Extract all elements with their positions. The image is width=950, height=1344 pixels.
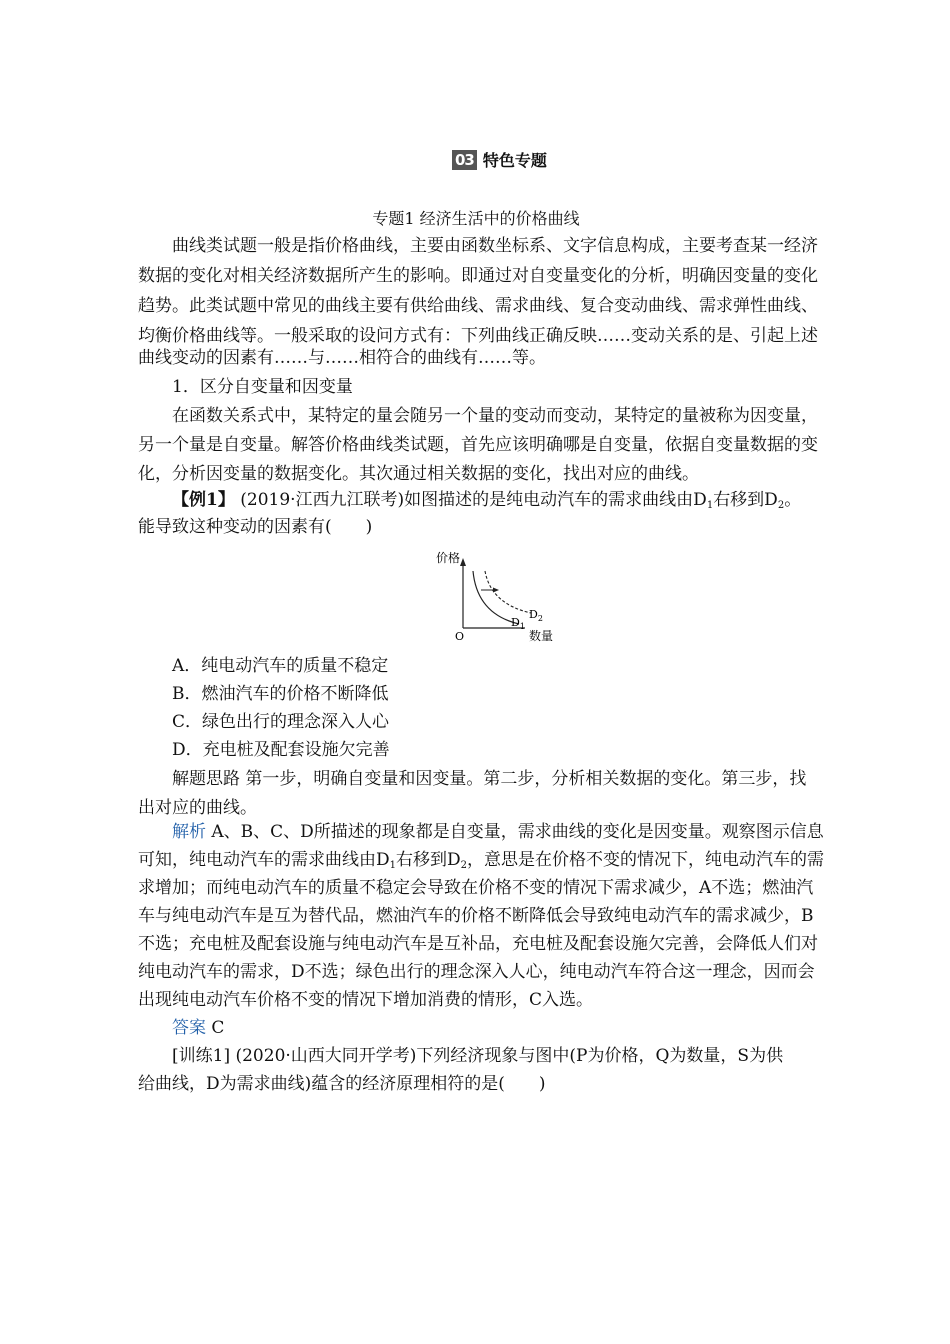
origin-label: O [455,630,465,643]
training-line: [训练1] (2020·山西大同开学考)下列经济现象与图中(P为价格，Q为数量，S为供 [172,1046,784,1066]
curve-d2 [485,571,531,613]
point-line: 另一个量是自变量。解答价格曲线类试题，首先应该明确哪是自变量，依据自变量数据的变 [138,435,818,455]
point-line: 在函数关系式中，某特定的量会随另一个量的变动而变动，某特定的量被称为因变量， [172,406,818,426]
analysis-line: 出现纯电动汽车价格不变的情况下增加消费的情形，C入选。 [138,990,594,1010]
example-question: 【例1】 (2019·江西九江联考)如图描述的是纯电动汽车的需求曲线由$D_1$右移到$D_2$。 [172,490,802,511]
answer-label: 答案 [172,1018,206,1038]
d2-label: $D_2$ [529,608,543,623]
analysis-line: 纯电动汽车的需求，D不选；绿色出行的理念深入人心，纯电动汽车符合这一理念，因而会 [138,962,815,982]
analysis-line: 不选；充电桩及配套设施与纯电动汽车是互补品，充电桩及配套设施欠完善，会降低人们对 [138,934,818,954]
topic-title: 专题1 经济生活中的价格曲线 [372,209,580,228]
option-d: D．充电桩及配套设施欠完善 [172,740,390,760]
intro-line: 曲线变动的因素有……与……相符合的曲线有……等。 [138,348,546,368]
y-axis-arrow [460,558,466,566]
answer-value: C [206,1018,225,1038]
section-title: 特色专题 [482,151,547,170]
approach-line: 解题思路 第一步，明确自变量和因变量。第二步，分析相关数据的变化。第三步，找 [172,769,807,789]
intro-line: 均衡价格曲线等。一般采取的设问方式有：下列曲线正确反映……变动关系的是、引起上述 [138,326,818,346]
section-number-badge: 03 [452,150,477,170]
section-header [452,148,547,171]
x-axis-label: 数量 [529,629,554,643]
option-c: C．绿色出行的理念深入人心 [172,712,390,732]
d1-label: $D_1$ [511,616,525,631]
answer-line [172,1014,848,1042]
analysis-line: 可知，纯电动汽车的需求曲线由$D_1$右移到$D_2$，意思是在价格不变的情况下，纯电动汽车的需 [138,850,825,871]
option-a: A．纯电动汽车的质量不稳定 [172,656,389,676]
intro-line: 数据的变化对相关经济数据所产生的影响。即通过对自变量变化的分析，明确因变量的变化 [138,266,818,286]
example-tag: 【例1】 [172,490,235,510]
analysis-line: 求增加；而纯电动汽车的质量不稳定会导致在价格不变的情况下需求减少，A不选；燃油汽 [138,878,814,898]
shift-arrow-head [493,588,499,593]
demand-curve-chart [433,548,563,648]
point-line: 化，分析因变量的数据变化。其次通过相关数据的变化，找出对应的曲线。 [138,464,699,484]
analysis-line: 解析 A、B、C、D所描述的现象都是自变量，需求曲线的变化是因变量。观察图示信息 [172,822,824,842]
intro-line: 趋势。此类试题中常见的曲线主要有供给曲线、需求曲线、复合变动曲线、需求弹性曲线、 [138,296,818,316]
example-question-line2: 能导致这种变动的因素有( ) [138,517,373,537]
intro-line: 曲线类试题一般是指价格曲线，主要由函数坐标系、文字信息构成，主要考查某一经济 [172,236,818,256]
training-line2: 给曲线，D为需求曲线)蕴含的经济原理相符的是( ) [138,1074,546,1094]
analysis-label: 解析 [172,822,206,842]
point-title: 1．区分自变量和因变量 [172,377,353,397]
approach-line2: 出对应的曲线。 [138,798,257,818]
analysis-line: 车与纯电动汽车是互为替代品，燃油汽车的价格不断降低会导致纯电动汽车的需求减少，B [138,906,814,926]
approach-label: 解题思路 [172,769,240,789]
y-axis-label: 价格 [436,551,461,565]
option-b: B．燃油汽车的价格不断降低 [172,684,389,704]
